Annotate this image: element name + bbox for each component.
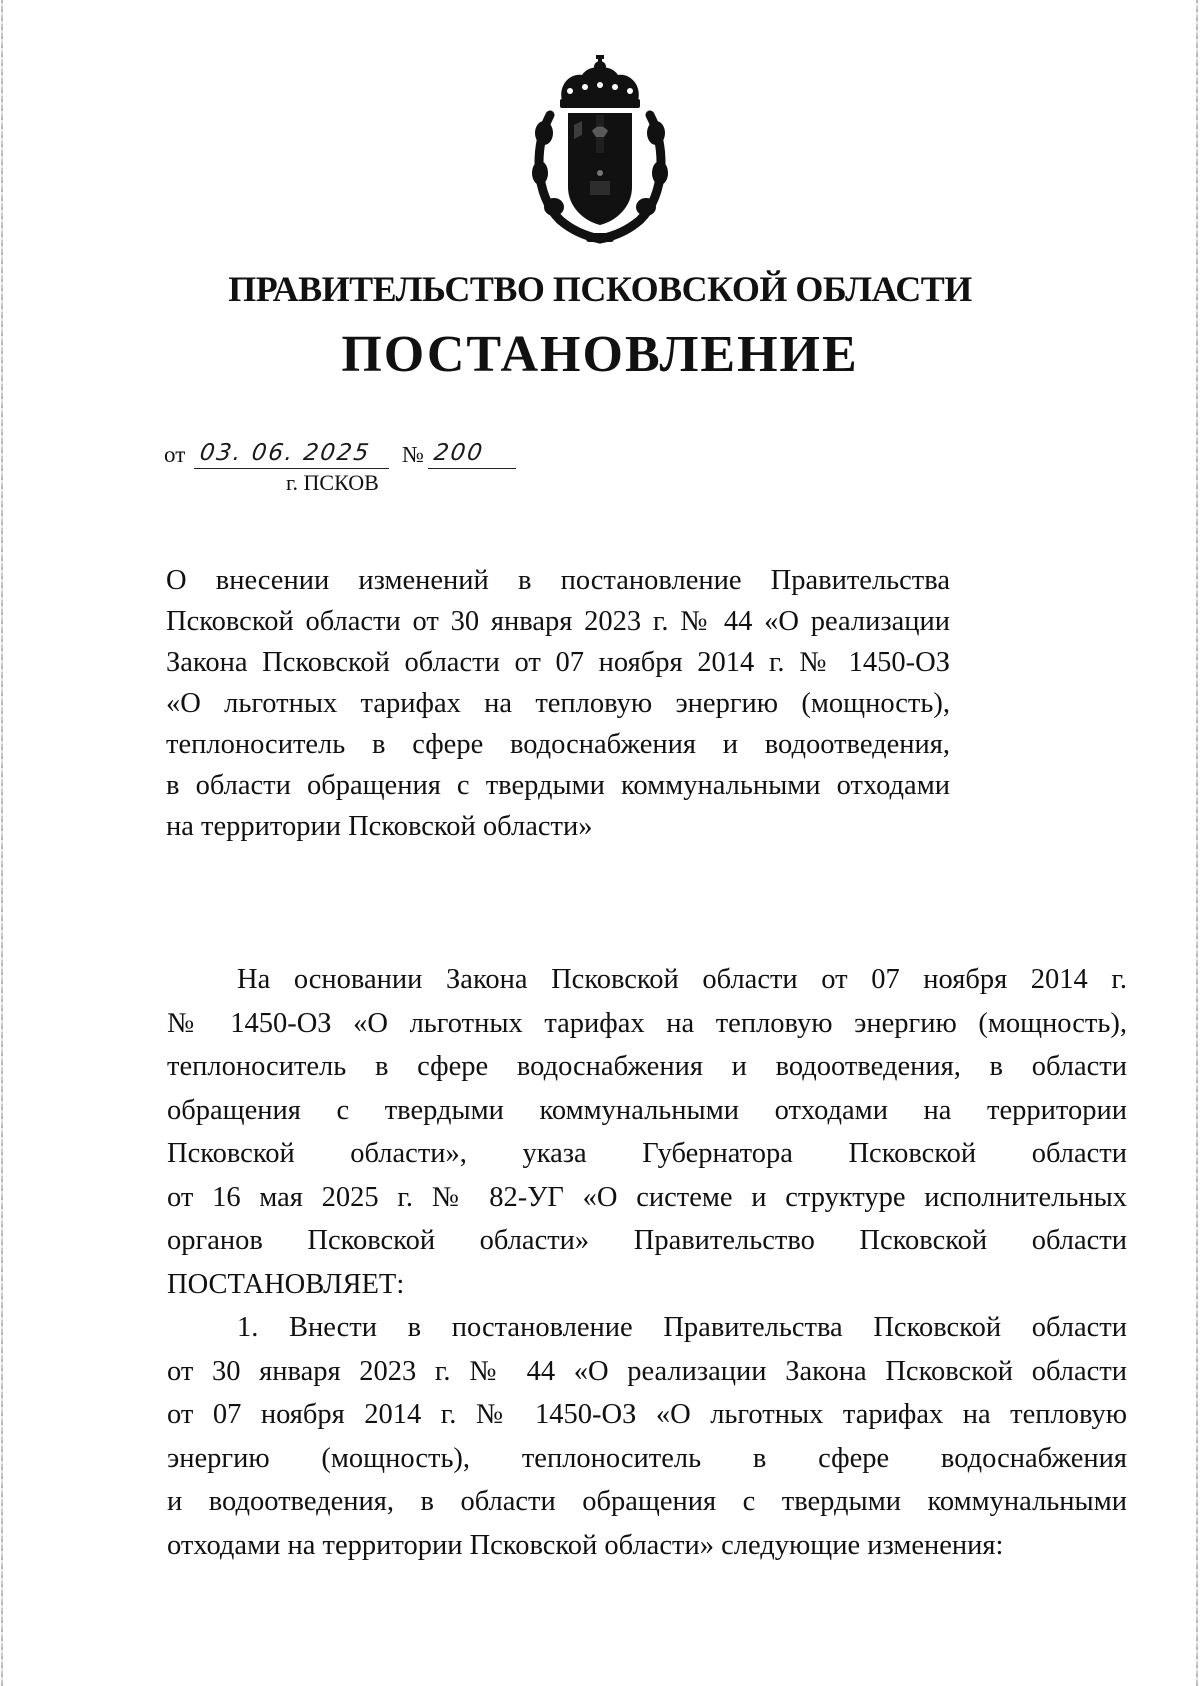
body-line: от 30 января 2023 г. № 44 «О реализации Закона Псковской области	[167, 1355, 1127, 1387]
document-body	[167, 958, 1127, 1567]
subject-line: на территории Псковской области»	[166, 811, 593, 842]
body-line: органов Псковской области» Правительство Псковской области	[167, 1225, 1127, 1256]
body-line: № 1450-ОЗ «О льготных тарифах на тепловую энергию (мощность),	[167, 1007, 1127, 1039]
subject-line: О внесении изменений в постановление Правительства	[166, 565, 950, 596]
subject-line: «О льготных тарифах на тепловую энергию (мощность),	[166, 688, 950, 719]
subject-line: Закона Псковской области от 07 ноября 2014 г. № 1450-ОЗ	[166, 647, 950, 678]
body-line: от 16 мая 2025 г. № 82-УГ «О системе и структуре исполнительных	[167, 1181, 1127, 1213]
body-line: теплоноситель в сфере водоснабжения и водоотведения, в области	[167, 1051, 1127, 1082]
body-line: ПОСТАНОВЛЯЕТ:	[167, 1268, 405, 1300]
document-type-heading: ПОСТАНОВЛЕНИЕ	[341, 326, 859, 383]
body-line: На основании Закона Псковской области от 07 ноября 2014 г.	[237, 964, 1127, 995]
document-subject	[166, 560, 950, 847]
subject-line: в области обращения с твердыми коммунальными отходами	[166, 770, 950, 801]
body-line: отходами на территории Псковской области» следующие изменения:	[167, 1529, 1004, 1561]
body-line: и водоотведения, в области обращения с твердыми коммунальными	[167, 1486, 1127, 1517]
crown-icon	[560, 55, 640, 108]
handwritten-date: 03. 06. 2025	[198, 440, 373, 466]
coat-of-arms-emblem	[530, 55, 670, 245]
scan-edge-right	[1196, 0, 1198, 1686]
government-name-heading: ПРАВИТЕЛЬСТВО ПСКОВСКОЙ ОБЛАСТИ	[228, 269, 972, 309]
subject-line: Псковской области от 30 января 2023 г. № 44 «О реализации	[166, 606, 950, 637]
subject-line: теплоноситель в сфере водоснабжения и водоотведения,	[166, 729, 950, 760]
city-label: г. ПСКОВ	[286, 470, 379, 495]
body-line: обращения с твердыми коммунальными отходами на территории	[167, 1094, 1127, 1126]
number-field	[428, 438, 516, 469]
body-line: от 07 ноября 2014 г. № 1450-ОЗ «О льготных тарифах на тепловую	[167, 1399, 1127, 1430]
scan-edge-left	[1, 0, 3, 1686]
body-line: энергию (мощность), теплоноситель в сфере водоснабжения	[167, 1442, 1127, 1474]
body-line: Псковской области», указа Губернатора Псковской области	[167, 1138, 1127, 1169]
handwritten-number: 200	[432, 440, 486, 466]
date-label: от	[164, 442, 186, 467]
date-field	[194, 438, 389, 469]
number-label: №	[402, 442, 424, 467]
body-line: 1. Внести в постановление Правительства Псковской области	[237, 1312, 1127, 1343]
